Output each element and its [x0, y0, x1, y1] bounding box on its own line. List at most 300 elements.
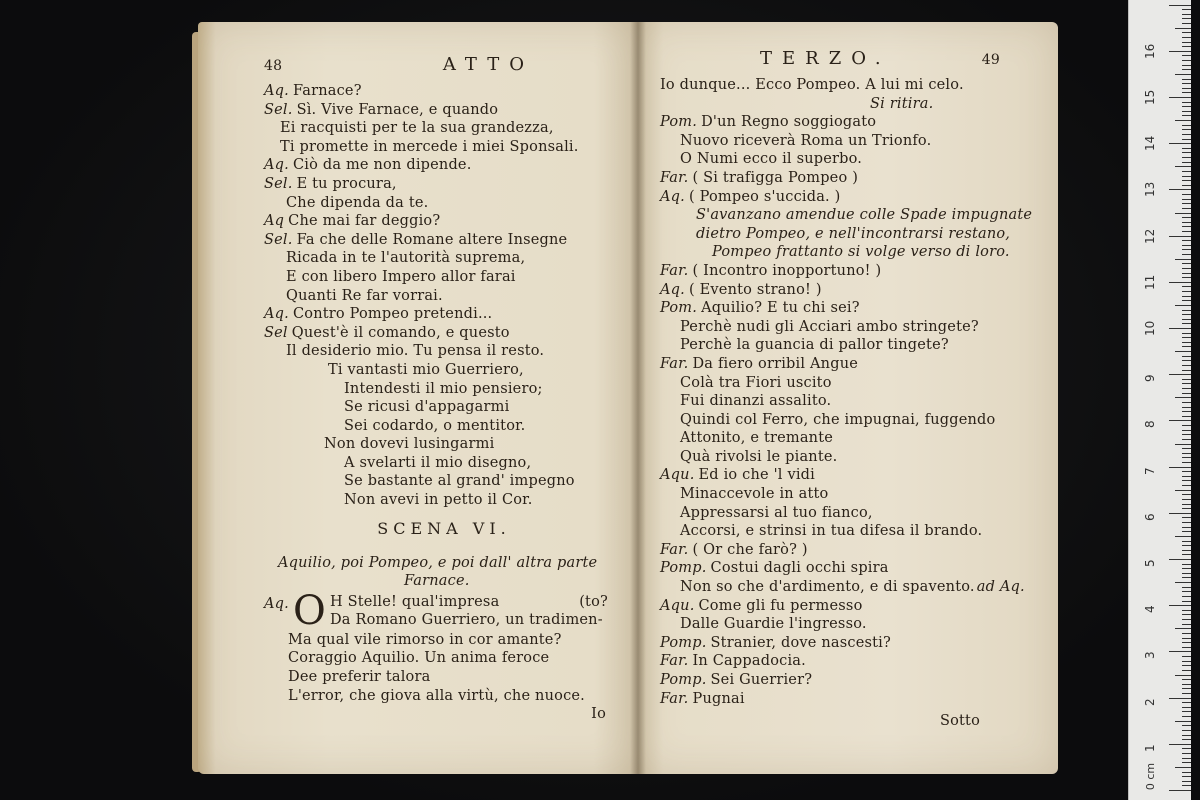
ruler-tick: [1175, 166, 1191, 167]
ruler-tick: [1182, 564, 1191, 565]
ruler-tick: [1182, 111, 1191, 112]
ruler-tick: [1182, 647, 1191, 648]
right_page-line: [660, 597, 1040, 616]
ruler-tick: [1182, 531, 1191, 532]
right-running-title: TERZO.: [760, 48, 891, 69]
ruler-tick: [1182, 753, 1191, 754]
ruler-tick: [1182, 638, 1191, 639]
ruler-tick: [1182, 735, 1191, 736]
right-verse-lines: [660, 76, 1040, 708]
ruler-tick: [1182, 624, 1191, 625]
ruler-tick: [1182, 79, 1191, 80]
ruler-tick: [1182, 32, 1191, 33]
right_page-line: [660, 392, 1040, 411]
left-verse-lines: [264, 82, 624, 510]
right_page-line: [660, 671, 1040, 690]
ruler-tick: [1182, 18, 1191, 19]
ruler-tick: [1169, 605, 1191, 606]
verse-text: D'un Regno soggiogato: [701, 114, 877, 131]
ruler-number: 14: [1143, 135, 1157, 152]
ruler-tick: [1175, 213, 1191, 214]
ruler-tick: [1182, 527, 1191, 528]
ruler-number: 5: [1143, 559, 1157, 567]
ruler-tick: [1182, 277, 1191, 278]
ruler-tick: [1182, 619, 1191, 620]
verse-text: Minaccevole in atto: [680, 486, 829, 503]
ruler-tick: [1182, 642, 1191, 643]
right_page-line: [660, 188, 1040, 207]
ruler-tick: [1182, 231, 1191, 232]
left_page-line: [264, 249, 624, 268]
ruler-tick: [1182, 92, 1191, 93]
verse-text: Quanti Re far vorrai.: [286, 287, 443, 304]
ruler-tick: [1182, 541, 1191, 542]
speaker-label: Pom.: [660, 114, 698, 131]
ruler-tick: [1175, 397, 1191, 398]
ruler-tick: [1182, 471, 1191, 472]
left_page-line: [264, 342, 624, 361]
verse-text: Costui dagli occhi spira: [710, 560, 889, 577]
verse-text: Io dunque... Ecco Pompeo. A lui mi celo.: [660, 77, 964, 93]
verse-text: Non avevi in petto il Cor.: [344, 492, 533, 509]
right_page-line: [660, 504, 1040, 523]
ruler-tick: [1182, 194, 1191, 195]
ruler-tick: [1182, 125, 1191, 126]
verse-text: In Cappadocia.: [692, 653, 806, 670]
verse-text: Quest'è il comando, e questo: [291, 324, 510, 341]
verse-text: Appressarsi al tuo fianco,: [680, 504, 873, 521]
ruler-number: 11: [1143, 274, 1157, 290]
ruler-tick: [1182, 656, 1191, 657]
verse-text: ( Incontro inopportuno! ): [692, 262, 882, 279]
left_page-line: [264, 138, 624, 157]
verse-text: E tu procura,: [296, 175, 397, 192]
ruler-tick: [1182, 748, 1191, 749]
right_page-line: [660, 634, 1040, 653]
ruler-number: 6: [1143, 513, 1157, 521]
left_page-line: [264, 212, 624, 231]
dropcap-speaker: Aq.: [264, 595, 289, 612]
ruler-tick: [1182, 379, 1191, 380]
right_page-line: [660, 281, 1040, 300]
verse-text: Ti vantasti mio Guerriero,: [328, 361, 524, 378]
ruler-tick: [1182, 319, 1191, 320]
ruler-tick: [1169, 143, 1191, 144]
ruler-tick: [1182, 711, 1191, 712]
ruler-tick: [1182, 670, 1191, 671]
right_page-line: [660, 485, 1040, 504]
right_page-line: [660, 578, 1040, 597]
ruler-tick: [1182, 614, 1191, 615]
right_page-line: [660, 466, 1040, 485]
ruler-tick: [1182, 115, 1191, 116]
right_page-line: [660, 429, 1040, 448]
ruler-tick: [1182, 323, 1191, 324]
speaker-label: Aq: [264, 213, 285, 230]
left_page-line: [264, 398, 624, 417]
right_page-line: [660, 76, 1040, 95]
ruler-tick: [1175, 721, 1191, 722]
ruler-number: 15: [1143, 89, 1157, 105]
ruler-tick: [1182, 762, 1191, 763]
ruler-tick: [1182, 684, 1191, 685]
right_page-line: [660, 318, 1040, 337]
right-page-text: [660, 50, 1040, 731]
ruler-tick: [1182, 494, 1191, 495]
ruler-tick: [1182, 365, 1191, 366]
verse-text: ( Pompeo s'uccida. ): [688, 188, 841, 205]
ruler-tick: [1182, 69, 1191, 70]
ruler-tick: [1182, 688, 1191, 689]
ruler-tick: [1182, 416, 1191, 417]
verse-text: Quindi col Ferro, che impugnai, fuggendo: [680, 411, 996, 428]
speaker-label: Aq.: [660, 281, 685, 298]
dropcap-line-1-turnover: (to?: [579, 593, 608, 610]
left_page-line: [264, 472, 624, 491]
ruler-tick: [1182, 106, 1191, 107]
ruler-tick: [1175, 490, 1191, 491]
ruler-tick: [1182, 55, 1191, 56]
left-catchword: Io: [591, 706, 606, 723]
ruler-tick: [1182, 300, 1191, 301]
right_page-line: [660, 150, 1040, 169]
right_page-line: [660, 262, 1040, 281]
right_page-line: [660, 169, 1040, 188]
left_page-line: [264, 101, 624, 120]
ruler-tick: [1182, 162, 1191, 163]
ruler-tick: [1182, 356, 1191, 357]
right_page-line: [660, 522, 1040, 541]
verse-text: Stranier, dove nascesti?: [710, 634, 891, 651]
ruler-tick: [1175, 444, 1191, 445]
ruler-tick: [1182, 291, 1191, 292]
ruler-tick: [1182, 337, 1191, 338]
ruler-number: 10: [1143, 320, 1157, 336]
ruler-tick: [1182, 453, 1191, 454]
right_page-line: [660, 95, 1040, 114]
ruler-tick: [1169, 374, 1191, 375]
ruler-tick: [1182, 522, 1191, 523]
ruler-tick: [1182, 425, 1191, 426]
verse-text: Ti promette in mercede i miei Sponsali.: [280, 138, 579, 155]
speaker-label: Sel.: [264, 231, 293, 248]
verse-text: A svelarti il mio disegno,: [344, 454, 532, 471]
speaker-label: Sel.: [264, 101, 293, 118]
right_page-line: [660, 541, 1040, 560]
stage-direction: Aquilio, poi Pompeo, e poi dall' altra parte: [278, 554, 598, 571]
verse-text: E con libero Impero allor farai: [286, 268, 516, 285]
left_page-line: [264, 194, 624, 213]
dropcap-line-1: [264, 593, 624, 612]
left_page-line: [264, 287, 624, 306]
left_page-line: [264, 324, 624, 343]
ruler-tick: [1182, 601, 1191, 602]
speaker-label: Aq.: [264, 83, 289, 99]
ruler-tick: [1182, 665, 1191, 666]
ruler-tick: [1182, 226, 1191, 227]
verse-text: Sì. Vive Farnace, e quando: [296, 101, 499, 118]
right-page: [638, 22, 1058, 774]
ruler-tick: [1182, 693, 1191, 694]
ruler-tick: [1182, 430, 1191, 431]
ruler-tick: [1182, 758, 1191, 759]
verse-text: Fui dinanzi assalito.: [680, 393, 832, 410]
ruler-tick: [1182, 203, 1191, 204]
speaker-label: Pomp.: [660, 560, 707, 577]
speaker-label: Far.: [660, 355, 689, 372]
ruler-tick: [1175, 351, 1191, 352]
ruler-tick: [1182, 102, 1191, 103]
ruler-tick: [1182, 462, 1191, 463]
left_page-line: [264, 82, 624, 101]
verse-text: ( Si trafigga Pompeo ): [692, 169, 859, 186]
ruler-tick: [1169, 328, 1191, 329]
verse-text: Fa che delle Romane altere Insegne: [296, 231, 568, 248]
verse-text: Pugnai: [692, 690, 745, 707]
ruler-tick: [1182, 9, 1191, 10]
ruler-tick: [1182, 716, 1191, 717]
ruler-tick: [1169, 5, 1191, 6]
left-after-lines: [264, 631, 624, 705]
measurement-ruler: [1128, 0, 1191, 800]
speaker-label: Aq.: [264, 157, 289, 174]
speaker-label: Aqu.: [660, 597, 695, 614]
ruler-tick: [1182, 314, 1191, 315]
right_page-line: [660, 374, 1040, 393]
ruler-tick: [1169, 97, 1191, 98]
ruler-tick: [1182, 310, 1191, 311]
verse-line: Ma qual vile rimorso in cor amante?: [288, 631, 562, 648]
ruler-tick: [1182, 46, 1191, 47]
ruler-tick: [1182, 554, 1191, 555]
verse-text: Perchè la guancia di pallor tingete?: [680, 337, 949, 354]
ruler-tick: [1182, 240, 1191, 241]
left_page-line: [264, 417, 624, 436]
left_page-line: [264, 380, 624, 399]
right_page-line: [660, 690, 1040, 709]
ruler-unit-label: 0 cm: [1144, 762, 1158, 791]
right_page-line: [660, 243, 1040, 262]
right_page-line: [660, 336, 1040, 355]
ruler-tick: [1182, 411, 1191, 412]
ruler-tick: [1175, 28, 1191, 29]
verse-line: L'error, che giova alla virtù, che nuoce.: [288, 687, 585, 704]
ruler-tick: [1175, 74, 1191, 75]
ruler-tick: [1182, 610, 1191, 611]
verse-text: Il desiderio mio. Tu pensa il resto.: [286, 343, 545, 360]
ruler-tick: [1182, 296, 1191, 297]
ruler-tick: [1182, 83, 1191, 84]
right_page-line: [660, 206, 1040, 225]
ruler-number: 13: [1143, 182, 1157, 198]
ruler-tick: [1169, 236, 1191, 237]
ruler-tick: [1169, 698, 1191, 699]
ruler-number: 2: [1143, 697, 1157, 706]
ruler-tick: [1182, 485, 1191, 486]
dropcap-letter: O: [292, 587, 326, 634]
left_page-line: [264, 361, 624, 380]
ruler-number: 9: [1143, 374, 1157, 383]
verse-text: Farnace?: [292, 83, 362, 99]
ruler-tick: [1175, 628, 1191, 629]
verse-text: Aquilio? E tu chi sei?: [701, 300, 860, 317]
verse-text: Ed io che 'l vidi: [698, 467, 815, 484]
ruler-tick: [1182, 568, 1191, 569]
speaker-label: Far.: [660, 690, 689, 707]
ruler-tick: [1182, 772, 1191, 773]
ruler-tick: [1182, 550, 1191, 551]
ruler-tick: [1182, 448, 1191, 449]
verse-text: Contro Pompeo pretendi...: [292, 306, 493, 323]
right_page-line: [660, 132, 1040, 151]
ruler-number: 16: [1143, 43, 1157, 59]
ruler-number: 8: [1143, 420, 1157, 429]
left-page-text: [264, 56, 624, 724]
right_page-line: [660, 615, 1040, 634]
ruler-tick: [1182, 286, 1191, 287]
verse-text: dietro Pompeo, e nell'incontrarsi restano,: [696, 225, 1011, 242]
left_page-line: [264, 156, 624, 175]
left_page-line: [264, 435, 624, 454]
ruler-tick: [1182, 222, 1191, 223]
ruler-number: 12: [1143, 228, 1157, 244]
ruler-tick: [1182, 360, 1191, 361]
verse-text: Come gli fu permesso: [698, 597, 863, 614]
verse-text: Dalle Guardie l'ingresso.: [680, 616, 867, 633]
ruler-tick: [1182, 249, 1191, 250]
ruler-tick: [1169, 744, 1191, 745]
ruler-tick: [1182, 342, 1191, 343]
ruler-tick: [1182, 60, 1191, 61]
ruler-number: 4: [1143, 605, 1157, 614]
speaker-label: Far.: [660, 169, 689, 186]
verse-line: Dee preferir talora: [288, 669, 431, 686]
left_page-line: [264, 231, 624, 250]
ruler-tick: [1182, 725, 1191, 726]
ruler-tick: [1182, 504, 1191, 505]
speaker-label: Far.: [660, 653, 689, 670]
ruler-tick: [1182, 129, 1191, 130]
ruler-tick: [1182, 573, 1191, 574]
ruler-tick: [1182, 577, 1191, 578]
ruler-tick: [1182, 402, 1191, 403]
ruler-tick: [1182, 785, 1191, 786]
right_page-line: [660, 355, 1040, 374]
ruler-tick: [1182, 370, 1191, 371]
right_page-line: [660, 113, 1040, 132]
verse-text: Sei codardo, o mentitor.: [344, 417, 526, 434]
ruler-tick: [1182, 591, 1191, 592]
verse-text: Si ritira.: [870, 95, 934, 112]
right-running-head: [660, 50, 1040, 76]
verse-text: Ei racquisti per te la sua grandezza,: [280, 120, 554, 137]
left_page-line: [264, 305, 624, 324]
ruler-tick: [1169, 651, 1191, 652]
ruler-tick: [1182, 633, 1191, 634]
verse-text: Quà rivolsi le piante.: [680, 448, 838, 465]
left-running-head: [264, 56, 624, 82]
ruler-tick: [1182, 152, 1191, 153]
ruler-tick: [1182, 42, 1191, 43]
speaker-label: Aqu.: [660, 467, 695, 484]
ruler-tick: [1182, 508, 1191, 509]
ruler-tick: [1182, 333, 1191, 334]
verse-line: Coraggio Aquilio. Un anima feroce: [288, 650, 550, 667]
verse-text: Sei Guerrier?: [710, 672, 813, 688]
right_page-line: [660, 225, 1040, 244]
verse-text: Se bastante al grand' impegno: [344, 473, 575, 490]
ruler-tick: [1182, 134, 1191, 135]
verse-text: Colà tra Fiori uscito: [680, 374, 832, 391]
ruler-tick: [1182, 383, 1191, 384]
ruler-tick: [1175, 675, 1191, 676]
ruler-tick: [1175, 767, 1191, 768]
ruler-tick: [1182, 596, 1191, 597]
ruler-tick: [1182, 171, 1191, 172]
ruler-number: 1: [1143, 744, 1157, 752]
ruler-tick: [1169, 189, 1191, 190]
speaker-label: Pomp.: [660, 672, 707, 688]
ruler-tick: [1182, 702, 1191, 703]
left_page-line: [264, 491, 624, 510]
ruler-tick: [1182, 148, 1191, 149]
verse-text: Che mai far deggio?: [288, 213, 441, 230]
scene-heading: SCENA VI.: [377, 518, 511, 538]
ruler-tick: [1175, 120, 1191, 121]
ruler-tick: [1182, 393, 1191, 394]
ruler-tick: [1182, 679, 1191, 680]
verse-text: Che dipenda da te.: [286, 194, 429, 211]
right_page-line: [660, 652, 1040, 671]
right-page-number: 49: [981, 52, 1000, 68]
ruler-tick: [1182, 273, 1191, 274]
dropcap-line-2: Da Romano Guerriero, un tradimen-: [329, 612, 603, 629]
ruler-tick: [1182, 587, 1191, 588]
speaker-label: Aq.: [264, 306, 289, 323]
open-book: [198, 22, 1060, 778]
ruler-tick: [1182, 23, 1191, 24]
ruler-tick: [1175, 305, 1191, 306]
ruler-tick: [1182, 176, 1191, 177]
speaker-label: Aq.: [660, 188, 685, 205]
ruler-tick: [1182, 476, 1191, 477]
dropcap-block: [264, 587, 624, 634]
book-gutter: [630, 22, 646, 774]
ruler-tick: [1182, 661, 1191, 662]
ruler-tick: [1182, 199, 1191, 200]
ruler-tick: [1182, 245, 1191, 246]
ruler-tick: [1182, 388, 1191, 389]
ruler-tick: [1169, 790, 1191, 791]
verse-text: Accorsi, e strinsi in tua difesa il brando.: [680, 523, 983, 540]
ruler-tick: [1182, 545, 1191, 546]
ruler-tick: [1182, 65, 1191, 66]
ruler-number: 3: [1143, 651, 1157, 660]
ruler-tick: [1169, 51, 1191, 52]
ruler-tick: [1182, 480, 1191, 481]
ruler-tick: [1182, 730, 1191, 731]
speaker-label: Pom.: [660, 300, 698, 317]
ruler-tick: [1169, 420, 1191, 421]
ruler-tick: [1175, 259, 1191, 260]
ruler-number: 7: [1143, 466, 1157, 475]
left_page-line: [264, 454, 624, 473]
ruler-tick: [1169, 559, 1191, 560]
ruler-tick: [1182, 739, 1191, 740]
ruler-tick: [1182, 781, 1191, 782]
ruler-tick: [1175, 582, 1191, 583]
ruler-tick: [1182, 517, 1191, 518]
